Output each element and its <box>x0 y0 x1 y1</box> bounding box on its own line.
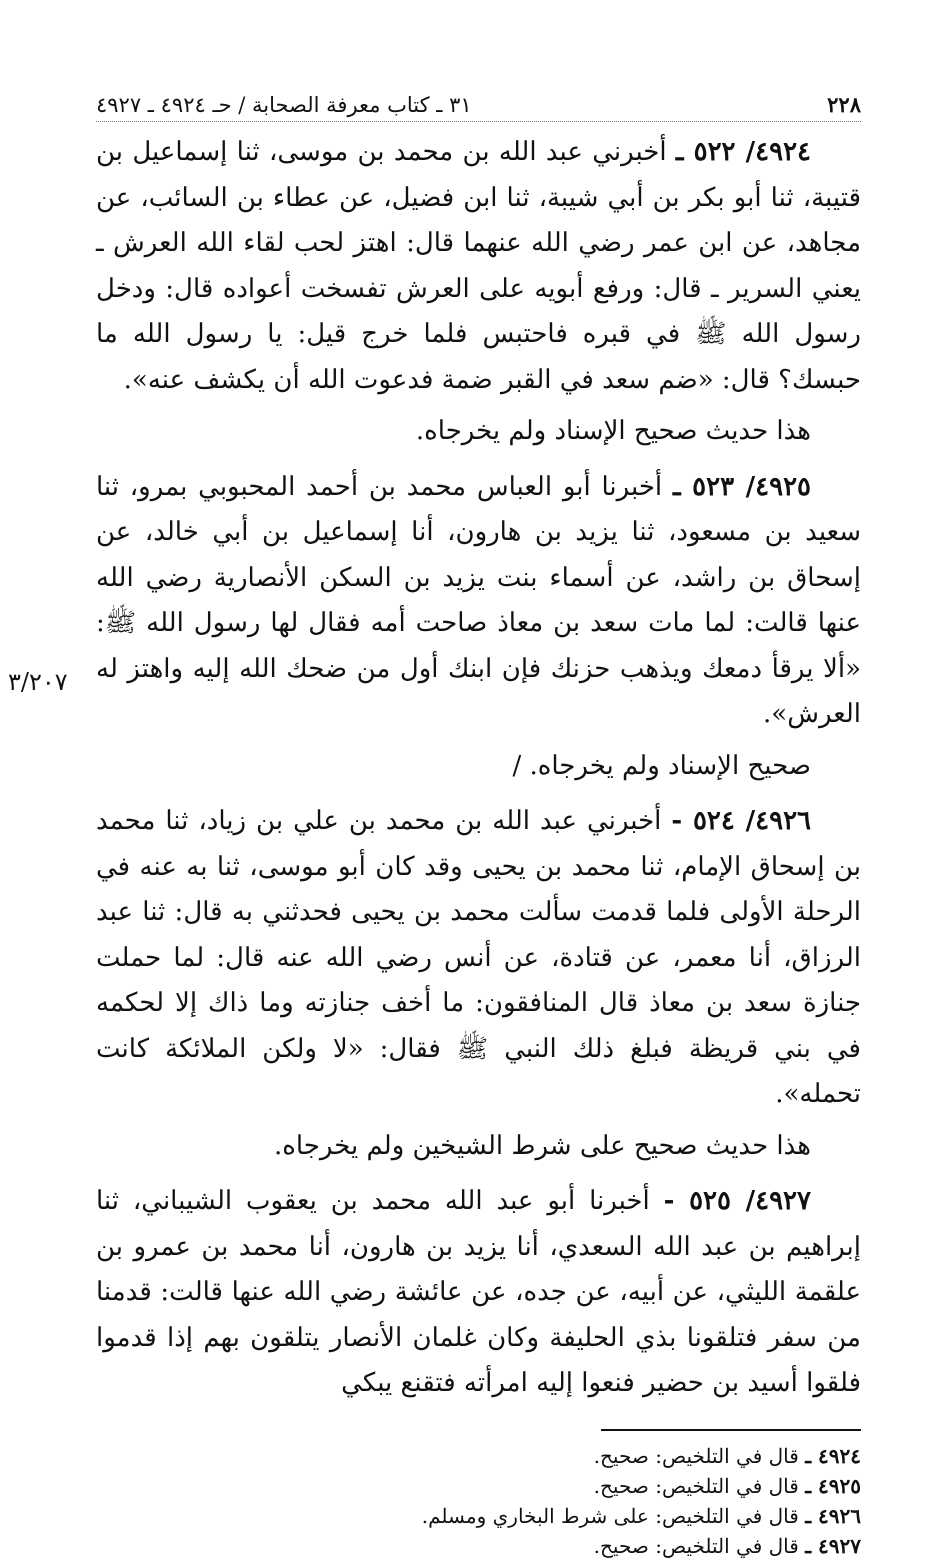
running-title: ٣١ ـ كتاب معرفة الصحابة / حـ ٤٩٢٤ ـ ٤٩٢٧ <box>96 92 472 117</box>
footnote-divider <box>601 1429 861 1431</box>
hadith-4926 <box>96 799 861 1118</box>
footnote-number: ٤٩٢٦ ـ <box>805 1503 861 1528</box>
footnote-text: قال في التلخيص: صحيح. <box>593 1443 799 1468</box>
footnote-text: قال في التلخيص: صحيح. <box>593 1473 799 1498</box>
footnote-number: ٤٩٢٤ ـ <box>805 1443 861 1468</box>
footnote-number: ٤٩٢٥ ـ <box>805 1473 861 1498</box>
footnotes <box>96 1441 861 1561</box>
page-header <box>96 92 861 122</box>
hadith-4927 <box>96 1179 861 1407</box>
hadith-number: ٤٩٢٤/ ٥٢٢ ـ <box>675 137 811 167</box>
footnote-item <box>96 1471 861 1501</box>
footnote-text: قال في التلخيص: صحيح. <box>593 1533 799 1558</box>
footnote-item <box>96 1441 861 1471</box>
hadith-grade-text: صحيح الإسناد ولم يخرجاه. / <box>512 750 811 781</box>
hadith-grade: هذا حديث صحيح الإسناد ولم يخرجاه. <box>415 416 811 446</box>
hadith-4925 <box>96 465 861 738</box>
footnote-item <box>96 1531 861 1561</box>
hadith-text: أخبرنا أبو عبد الله محمد بن يعقوب الشيباني، ثنا إبراهيم بن عبد الله السعدي، أنا يزيد بن هارون، أنا محمد بن عمرو بن علقمة الليثي، عن أبيه، عن جده، عن عائشة رضي الله عنها قالت: قدمنا من سفر فتلقونا بذي الحليفة وكان غلمان الأنصار يتلقون بهم إذا قدموا فلقوا أسيد بن حضير فنعوا إليه امرأته فتقنع يبكي <box>96 1186 861 1398</box>
footnote-item <box>96 1501 861 1531</box>
hadith-4924 <box>96 130 861 403</box>
hadith-text: أخبرني عبد الله بن محمد بن علي بن زياد، ثنا محمد بن إسحاق الإمام، ثنا محمد بن يحيى وقد كان أبو موسى، ثنا به عنه في الرحلة الأولى فلما قدمت سألت محمد بن يحيى فحدثني به قال: ثنا عبد الرزاق، أنا معمر، عن قتادة، عن أنس رضي الله عنه قال: لما حملت جنازة سعد بن معاذ قال المنافقون: ما أخف جنازته وما ذاك إلا لحكمه في بني قريظة فبلغ ذلك النبي ﷺ فقال: «لا ولكن الملائكة كانت تحمله». <box>96 806 861 1109</box>
hadith-number: ٤٩٢٥/ ٥٢٣ ـ <box>672 471 811 502</box>
hadith-grade <box>96 744 861 790</box>
hadith-text: أخبرني عبد الله بن محمد بن موسى، ثنا إسماعيل بن قتيبة، ثنا أبو بكر بن أبي شيبة، ثنا ابن فضيل، عن عطاء بن السائب، عن مجاهد، عن ابن عمر رضي الله عنهما قال: اهتز لحب لقاء الله العرش ـ يعني السرير ـ قال: ورفع أبويه على العرش تفسخت أعواده قال: ودخل رسول الله ﷺ في قبره فاحتبس فلما خرج قيل: يا رسول الله ما حبسك؟ قال: «ضم سعد في القبر ضمة فدعوت الله أن يكشف عنه». <box>96 137 861 395</box>
footnote-number: ٤٩٢٧ ـ <box>805 1533 861 1558</box>
margin-volume-reference: ٣/٢٠٧ <box>8 668 68 696</box>
footnote-text: قال في التلخيص: على شرط البخاري ومسلم. <box>421 1503 799 1528</box>
page-number: ٢٢٨ <box>827 92 861 117</box>
main-text <box>96 130 861 1407</box>
hadith-number: ٤٩٢٧/ ٥٢٥ - <box>663 1186 811 1216</box>
hadith-text: أخبرنا أبو العباس محمد بن أحمد المحبوبي بمرو، ثنا سعيد بن مسعود، ثنا يزيد بن هارون، أنا إسماعيل بن أبي خالد، عن إسحاق بن راشد، عن أسماء بنت يزيد بن السكن الأنصارية رضي الله عنها قالت: لما مات سعد بن معاذ صاحت أمه فقال لها رسول الله ﷺ: «ألا يرقأ دمعك ويذهب حزنك فإن ابنك أول من ضحك الله إليه واهتز له العرش». <box>96 471 861 729</box>
hadith-grade: هذا حديث صحيح على شرط الشيخين ولم يخرجاه. <box>273 1130 811 1161</box>
hadith-number: ٤٩٢٦/ ٥٢٤ - <box>671 806 811 836</box>
